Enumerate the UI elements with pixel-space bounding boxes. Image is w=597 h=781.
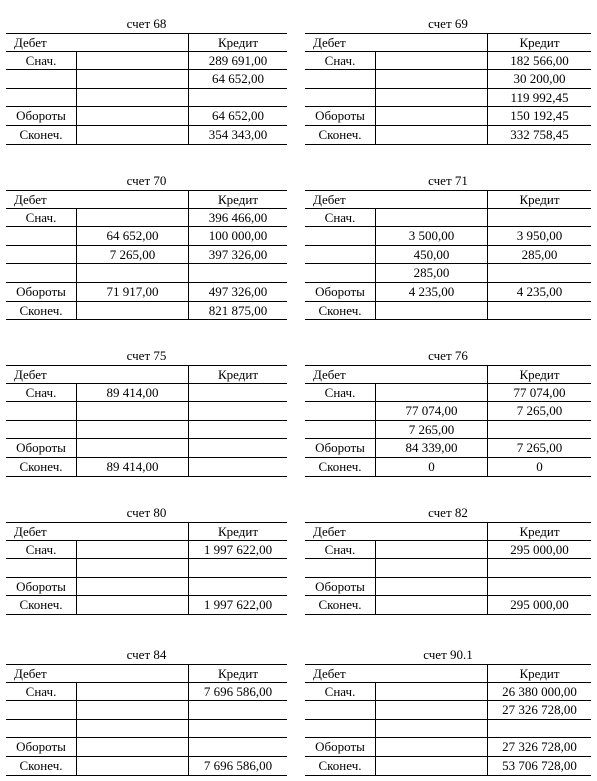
row-label: Сконеч. — [318, 126, 362, 142]
debit-header-spacer — [76, 366, 188, 383]
row-label: Обороты — [315, 739, 365, 755]
row-label — [6, 720, 76, 738]
header-row — [305, 664, 591, 683]
ledger-row — [6, 246, 287, 265]
credit-cell — [188, 421, 287, 439]
credit-cell — [487, 264, 591, 282]
debit-cell — [375, 559, 487, 577]
debit-cell — [375, 683, 487, 701]
header-row — [305, 522, 591, 541]
debit-header: Дебет — [14, 524, 47, 539]
ledger-row — [6, 541, 287, 560]
account-table — [305, 522, 591, 615]
credit-cell — [188, 264, 287, 282]
row-label — [6, 227, 76, 245]
debit-cell — [76, 264, 188, 282]
debit-cell: 7 265,00 — [375, 421, 487, 439]
credit-header: Кредит — [188, 34, 287, 51]
credit-cell — [188, 720, 287, 738]
credit-cell — [487, 578, 591, 596]
row-label: Сконеч. — [318, 302, 362, 318]
credit-cell — [188, 578, 287, 596]
row-label — [305, 227, 375, 245]
row-label: Обороты — [315, 283, 365, 299]
ledger-row — [6, 458, 287, 477]
debit-cell — [375, 209, 487, 227]
header-row — [6, 664, 287, 683]
ledger-row — [6, 209, 287, 228]
account-table — [305, 33, 591, 145]
row-label — [6, 70, 76, 88]
debit-header: Дебет — [313, 35, 346, 50]
credit-header: Кредит — [487, 366, 591, 383]
account-table — [6, 365, 287, 477]
credit-cell: 7 696 586,00 — [188, 757, 287, 775]
ledger-row — [305, 458, 591, 477]
debit-cell — [76, 596, 188, 614]
row-label: Снач. — [25, 52, 57, 68]
row-label: Обороты — [16, 578, 66, 594]
header-row — [305, 190, 591, 209]
row-label: Сконеч. — [19, 597, 63, 613]
row-label — [6, 402, 76, 420]
debit-cell — [375, 302, 487, 320]
ledger-row — [6, 52, 287, 71]
ledger-row — [6, 264, 287, 283]
debit-cell — [76, 439, 188, 457]
ledger-row — [305, 738, 591, 757]
debit-cell: 84 339,00 — [375, 439, 487, 457]
credit-cell — [188, 701, 287, 719]
ledger-row — [6, 384, 287, 403]
credit-header: Кредит — [487, 34, 591, 51]
account-table — [305, 664, 591, 776]
credit-cell: 7 265,00 — [487, 402, 591, 420]
debit-cell: 89 414,00 — [76, 384, 188, 402]
ledger-row — [305, 421, 591, 440]
account-title: счет 84 — [126, 647, 167, 662]
row-label — [305, 720, 375, 738]
debit-cell — [76, 559, 188, 577]
ledger-row — [6, 757, 287, 776]
ledger-row — [305, 126, 591, 145]
row-label — [6, 421, 76, 439]
row-label: Обороты — [315, 440, 365, 456]
credit-cell: 332 758,45 — [487, 126, 591, 144]
credit-cell: 497 326,00 — [188, 283, 287, 301]
account-title: счет 70 — [126, 173, 167, 188]
account-table — [305, 365, 591, 477]
credit-cell: 1 997 622,00 — [188, 541, 287, 559]
credit-cell — [487, 720, 591, 738]
credit-header: Кредит — [188, 366, 287, 383]
credit-cell: 27 326 728,00 — [487, 738, 591, 756]
ledger-row — [305, 439, 591, 458]
debit-cell — [375, 89, 487, 107]
debit-cell: 64 652,00 — [76, 227, 188, 245]
ledger-row — [6, 738, 287, 757]
account-title: счет 80 — [126, 505, 167, 520]
ledger-row — [305, 302, 591, 321]
debit-cell — [375, 107, 487, 125]
credit-cell: 354 343,00 — [188, 126, 287, 144]
credit-cell: 64 652,00 — [188, 70, 287, 88]
ledger-row — [305, 70, 591, 89]
row-label — [305, 70, 375, 88]
credit-cell — [188, 559, 287, 577]
debit-cell: 77 074,00 — [375, 402, 487, 420]
row-label: Обороты — [16, 440, 66, 456]
row-label: Обороты — [16, 283, 66, 299]
credit-cell: 3 950,00 — [487, 227, 591, 245]
ledger-row — [305, 246, 591, 265]
ledger-row — [6, 596, 287, 615]
credit-cell: 26 380 000,00 — [487, 683, 591, 701]
header-row — [6, 365, 287, 384]
debit-cell — [76, 757, 188, 775]
credit-cell: 4 235,00 — [487, 283, 591, 301]
credit-cell: 119 992,45 — [487, 89, 591, 107]
credit-cell: 0 — [487, 458, 591, 476]
ledger-row — [6, 559, 287, 578]
debit-header-spacer — [375, 366, 487, 383]
credit-cell — [188, 89, 287, 107]
debit-cell — [76, 541, 188, 559]
row-label: Сконеч. — [19, 126, 63, 142]
ledger-row — [6, 701, 287, 720]
debit-header-spacer — [375, 34, 487, 51]
account-title: счет 82 — [428, 505, 468, 520]
row-label — [6, 559, 76, 577]
account-title: счет 69 — [428, 16, 468, 31]
row-label: Обороты — [16, 739, 66, 755]
row-label — [6, 701, 76, 719]
debit-header: Дебет — [14, 192, 47, 207]
row-label — [305, 701, 375, 719]
row-label: Сконеч. — [318, 458, 362, 474]
debit-cell: 71 917,00 — [76, 283, 188, 301]
credit-cell — [188, 738, 287, 756]
credit-cell: 397 326,00 — [188, 246, 287, 264]
credit-cell: 30 200,00 — [487, 70, 591, 88]
debit-cell — [76, 209, 188, 227]
debit-cell — [76, 738, 188, 756]
credit-cell: 295 000,00 — [487, 541, 591, 559]
debit-header: Дебет — [14, 35, 47, 50]
credit-cell — [487, 559, 591, 577]
debit-cell — [375, 578, 487, 596]
ledger-row — [6, 421, 287, 440]
row-label: Обороты — [315, 108, 365, 124]
debit-header: Дебет — [14, 367, 47, 382]
debit-cell — [375, 52, 487, 70]
debit-cell — [76, 89, 188, 107]
debit-cell — [375, 384, 487, 402]
row-label — [6, 246, 76, 264]
row-label: Снач. — [25, 209, 57, 225]
ledger-row — [305, 402, 591, 421]
ledger-row — [305, 559, 591, 578]
credit-cell — [487, 421, 591, 439]
ledger-row — [305, 578, 591, 597]
account-title: счет 76 — [428, 348, 468, 363]
credit-header: Кредит — [487, 191, 591, 208]
row-label: Снач. — [25, 541, 57, 557]
ledger-row — [6, 439, 287, 458]
ledger-row — [305, 209, 591, 228]
account-title: счет 68 — [126, 16, 167, 31]
row-label: Снач. — [25, 683, 57, 699]
credit-cell: 182 566,00 — [487, 52, 591, 70]
row-label — [6, 89, 76, 107]
ledger-row — [305, 683, 591, 702]
debit-header: Дебет — [313, 524, 346, 539]
ledger-row — [6, 89, 287, 108]
credit-cell: 821 875,00 — [188, 302, 287, 320]
ledger-row — [6, 70, 287, 89]
debit-cell — [76, 421, 188, 439]
row-label — [305, 402, 375, 420]
row-label — [305, 421, 375, 439]
account-title: счет 71 — [428, 173, 468, 188]
account-table — [6, 522, 287, 615]
row-label: Обороты — [315, 578, 365, 594]
ledger-row — [6, 720, 287, 739]
row-label: Обороты — [16, 108, 66, 124]
ledger-row — [6, 302, 287, 321]
credit-header: Кредит — [487, 665, 591, 682]
ledger-row — [305, 720, 591, 739]
debit-cell — [375, 70, 487, 88]
debit-cell: 7 265,00 — [76, 246, 188, 264]
debit-cell — [76, 720, 188, 738]
credit-cell: 53 706 728,00 — [487, 757, 591, 775]
debit-cell — [375, 757, 487, 775]
credit-header: Кредит — [188, 523, 287, 540]
credit-cell — [487, 209, 591, 227]
credit-cell — [188, 458, 287, 476]
header-row — [305, 33, 591, 52]
ledger-row — [305, 52, 591, 71]
ledger-row — [305, 264, 591, 283]
header-row — [6, 190, 287, 209]
debit-header-spacer — [76, 191, 188, 208]
debit-cell: 450,00 — [375, 246, 487, 264]
account-table — [6, 190, 287, 320]
debit-header: Дебет — [313, 666, 346, 681]
header-row — [6, 33, 287, 52]
debit-cell — [76, 126, 188, 144]
debit-cell: 285,00 — [375, 264, 487, 282]
debit-cell — [76, 402, 188, 420]
debit-cell — [375, 126, 487, 144]
row-label — [305, 89, 375, 107]
ledger-row — [305, 757, 591, 776]
ledger-row — [6, 126, 287, 145]
row-label — [305, 264, 375, 282]
debit-cell — [76, 578, 188, 596]
debit-header-spacer — [375, 191, 487, 208]
credit-cell: 77 074,00 — [487, 384, 591, 402]
row-label: Сконеч. — [19, 757, 63, 773]
row-label: Снач. — [324, 541, 356, 557]
credit-cell: 289 691,00 — [188, 52, 287, 70]
credit-cell — [487, 302, 591, 320]
credit-cell — [188, 402, 287, 420]
account-table — [6, 664, 287, 776]
debit-header: Дебет — [313, 367, 346, 382]
debit-cell: 3 500,00 — [375, 227, 487, 245]
ledger-row — [6, 107, 287, 126]
debit-cell — [76, 70, 188, 88]
credit-cell: 396 466,00 — [188, 209, 287, 227]
row-label: Сконеч. — [19, 302, 63, 318]
row-label: Снач. — [324, 209, 356, 225]
credit-cell: 27 326 728,00 — [487, 701, 591, 719]
row-label: Сконеч. — [318, 597, 362, 613]
credit-header: Кредит — [188, 191, 287, 208]
ledger-row — [6, 683, 287, 702]
ledger-row — [305, 107, 591, 126]
credit-cell: 285,00 — [487, 246, 591, 264]
credit-header: Кредит — [188, 665, 287, 682]
debit-cell: 0 — [375, 458, 487, 476]
credit-cell: 150 192,45 — [487, 107, 591, 125]
debit-cell — [375, 738, 487, 756]
debit-cell — [76, 52, 188, 70]
debit-cell — [375, 596, 487, 614]
row-label: Снач. — [324, 52, 356, 68]
credit-cell — [188, 384, 287, 402]
ledger-row — [6, 578, 287, 597]
debit-cell: 89 414,00 — [76, 458, 188, 476]
debit-cell: 4 235,00 — [375, 283, 487, 301]
credit-cell: 1 997 622,00 — [188, 596, 287, 614]
ledger-row — [6, 227, 287, 246]
credit-cell: 7 265,00 — [487, 439, 591, 457]
account-table — [305, 190, 591, 320]
debit-cell — [375, 720, 487, 738]
debit-header: Дебет — [313, 192, 346, 207]
ledger-row — [305, 541, 591, 560]
account-title: счет 90.1 — [423, 647, 473, 662]
debit-cell — [375, 541, 487, 559]
row-label: Сконеч. — [318, 757, 362, 773]
credit-cell: 295 000,00 — [487, 596, 591, 614]
debit-cell — [76, 302, 188, 320]
account-title: счет 75 — [126, 348, 167, 363]
header-row — [305, 365, 591, 384]
ledger-row — [6, 402, 287, 421]
ledger-row — [305, 701, 591, 720]
debit-cell — [76, 683, 188, 701]
credit-cell: 64 652,00 — [188, 107, 287, 125]
ledger-row — [305, 596, 591, 615]
debit-cell — [76, 701, 188, 719]
row-label: Снач. — [324, 683, 356, 699]
credit-cell: 7 696 586,00 — [188, 683, 287, 701]
row-label — [305, 559, 375, 577]
ledger-row — [305, 283, 591, 302]
row-label — [305, 246, 375, 264]
debit-header: Дебет — [14, 666, 47, 681]
ledger-row — [305, 89, 591, 108]
ledger-row — [6, 283, 287, 302]
header-row — [6, 522, 287, 541]
ledger-row — [305, 384, 591, 403]
credit-header: Кредит — [487, 523, 591, 540]
debit-header-spacer — [76, 34, 188, 51]
row-label — [6, 264, 76, 282]
debit-header-spacer — [375, 523, 487, 540]
debit-header-spacer — [76, 665, 188, 682]
debit-header-spacer — [76, 523, 188, 540]
account-table — [6, 33, 287, 145]
row-label: Снач. — [25, 384, 57, 400]
debit-cell — [375, 701, 487, 719]
row-label: Сконеч. — [19, 458, 63, 474]
debit-header-spacer — [375, 665, 487, 682]
row-label: Снач. — [324, 384, 356, 400]
credit-cell: 100 000,00 — [188, 227, 287, 245]
ledger-row — [305, 227, 591, 246]
credit-cell — [188, 439, 287, 457]
debit-cell — [76, 107, 188, 125]
